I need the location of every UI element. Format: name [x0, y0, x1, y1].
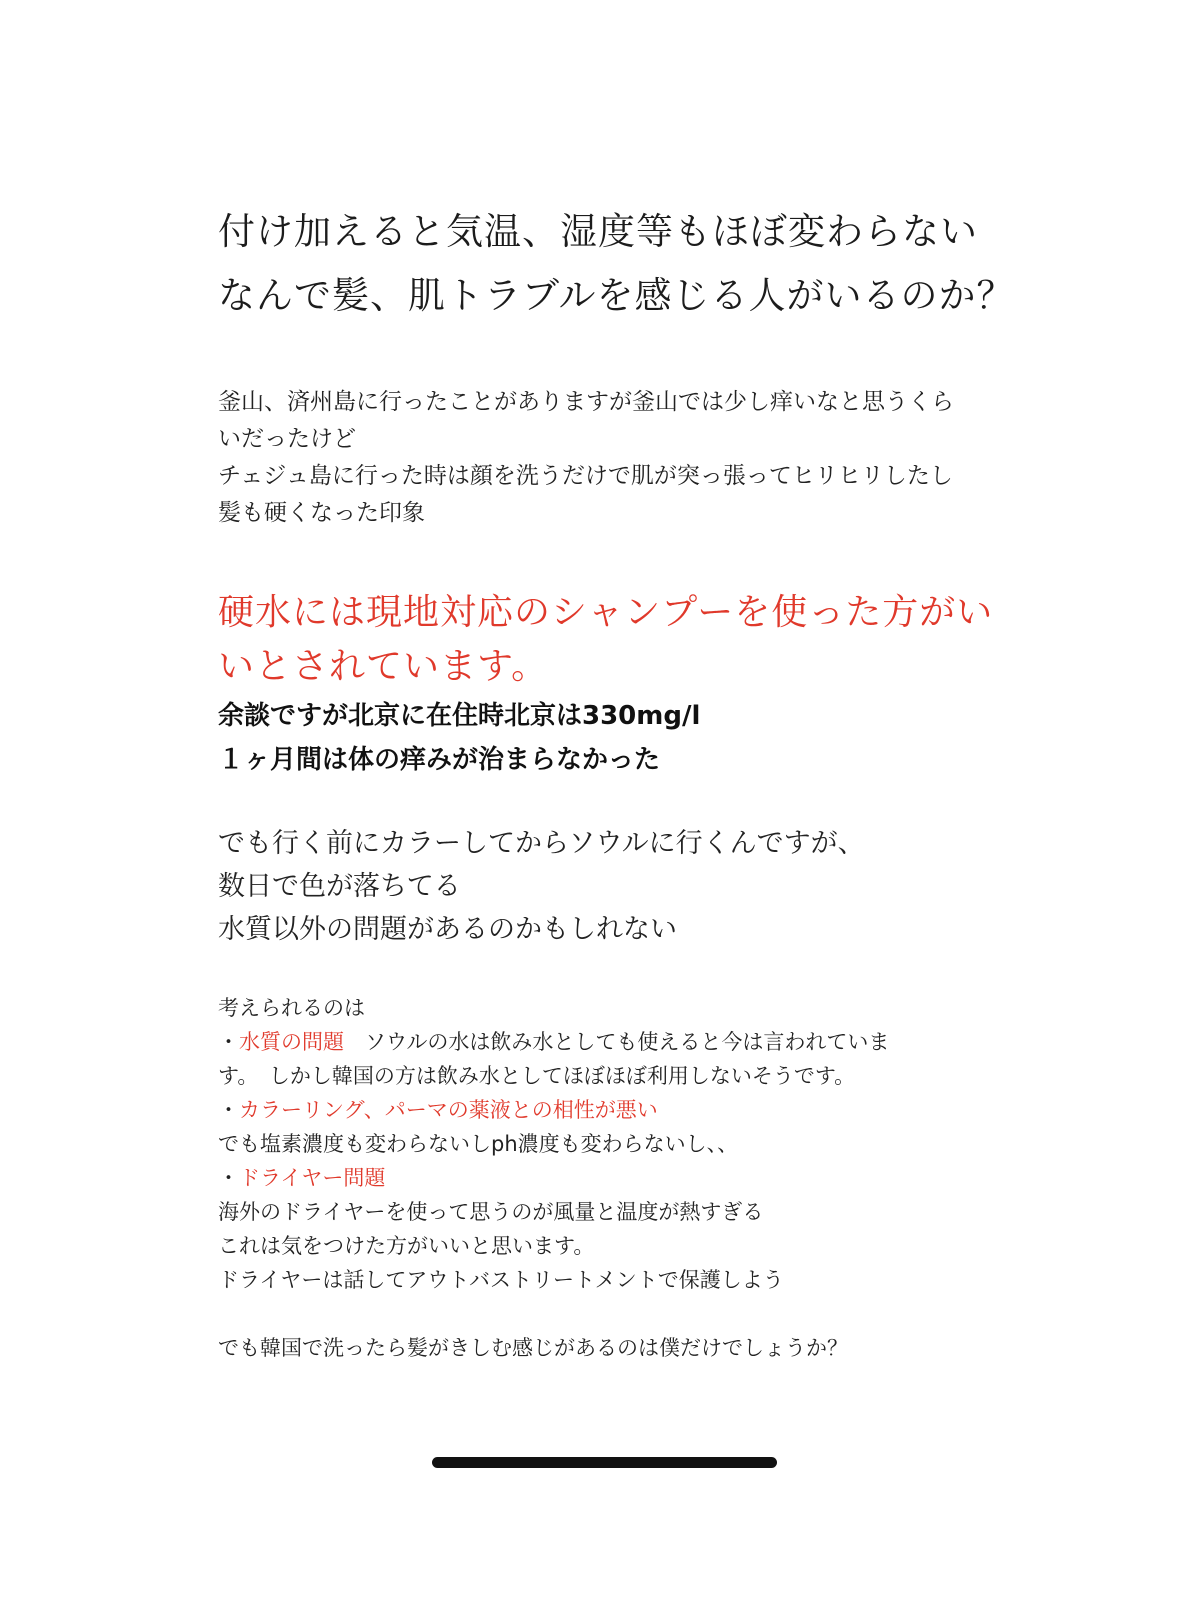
- paragraph-line: 釜山、済州島に行ったことがありますが釜山では少し痒いなと思うくら: [218, 389, 954, 415]
- list-item: [218, 1161, 1018, 1195]
- highlight-line: いとされています。: [218, 646, 549, 687]
- list-item: [218, 1093, 1018, 1127]
- heading: [218, 200, 1018, 328]
- article-content: [218, 200, 1018, 1365]
- list-item-text: でも塩素濃度も変わらないしph濃度も変わらないし、、: [218, 1132, 739, 1156]
- list-item-title: カラーリング、パーマの薬液との相性が悪い: [239, 1098, 658, 1122]
- spacer: [218, 1297, 1018, 1331]
- list-item-text: これは気をつけた方がいいと思います。: [218, 1234, 595, 1258]
- heading-line: なんで髪、肌トラブルを感じる人がいるのか？: [218, 274, 1015, 317]
- list-item: [218, 1025, 1018, 1059]
- experience-paragraph: [218, 384, 1018, 532]
- highlight-line: 硬水には現地対応のシャンプーを使った方がい: [218, 592, 994, 633]
- bullet: ・: [218, 1166, 239, 1190]
- list-item-title: 水質の問題: [239, 1030, 344, 1054]
- list-intro: 考えられるのは: [218, 996, 365, 1020]
- list-item-text: ドライヤーは話してアウトバストリートメントで保護しよう: [218, 1268, 784, 1292]
- highlight-heading: [218, 586, 1018, 694]
- list-item-title: ドライヤー問題: [239, 1166, 386, 1190]
- paragraph-line: でも行く前にカラーしてからソウルに行くんですが、: [218, 828, 865, 859]
- bold-line: １ヶ月間は体の痒みが治まらなかった: [218, 745, 661, 775]
- paragraph-line: いだったけど: [218, 426, 356, 452]
- color-paragraph: [218, 822, 1018, 951]
- aside-bold-text: [218, 694, 1018, 782]
- list-item-text: 海外のドライヤーを使って思うのが風量と温度が熱すぎる: [218, 1200, 764, 1224]
- list-item-text: ソウルの水は飲み水としても使えると今は言われていま: [344, 1030, 890, 1054]
- closing-question: でも韓国で洗ったら髪がきしむ感じがあるのは僕だけでしょうか？: [218, 1336, 848, 1360]
- list-item-text: す。 しかし韓国の方は飲み水としてほぼほぼ利用しないそうです。: [218, 1064, 856, 1088]
- bullet: ・: [218, 1098, 239, 1122]
- paragraph-line: 水質以外の問題があるのかもしれない: [218, 914, 677, 945]
- causes-list: [218, 991, 1018, 1365]
- bullet: ・: [218, 1030, 239, 1054]
- paragraph-line: チェジュ島に行った時は顔を洗うだけで肌が突っ張ってヒリヒリしたし: [218, 463, 953, 489]
- paragraph-line: 数日で色が落ちてる: [218, 871, 461, 902]
- heading-line: 付け加えると気温、湿度等もほぼ変わらない: [218, 210, 978, 253]
- home-indicator[interactable]: [432, 1457, 777, 1468]
- paragraph-line: 髪も硬くなった印象: [218, 500, 425, 526]
- bold-line: 余談ですが北京に在住時北京は330mg/l: [218, 701, 701, 731]
